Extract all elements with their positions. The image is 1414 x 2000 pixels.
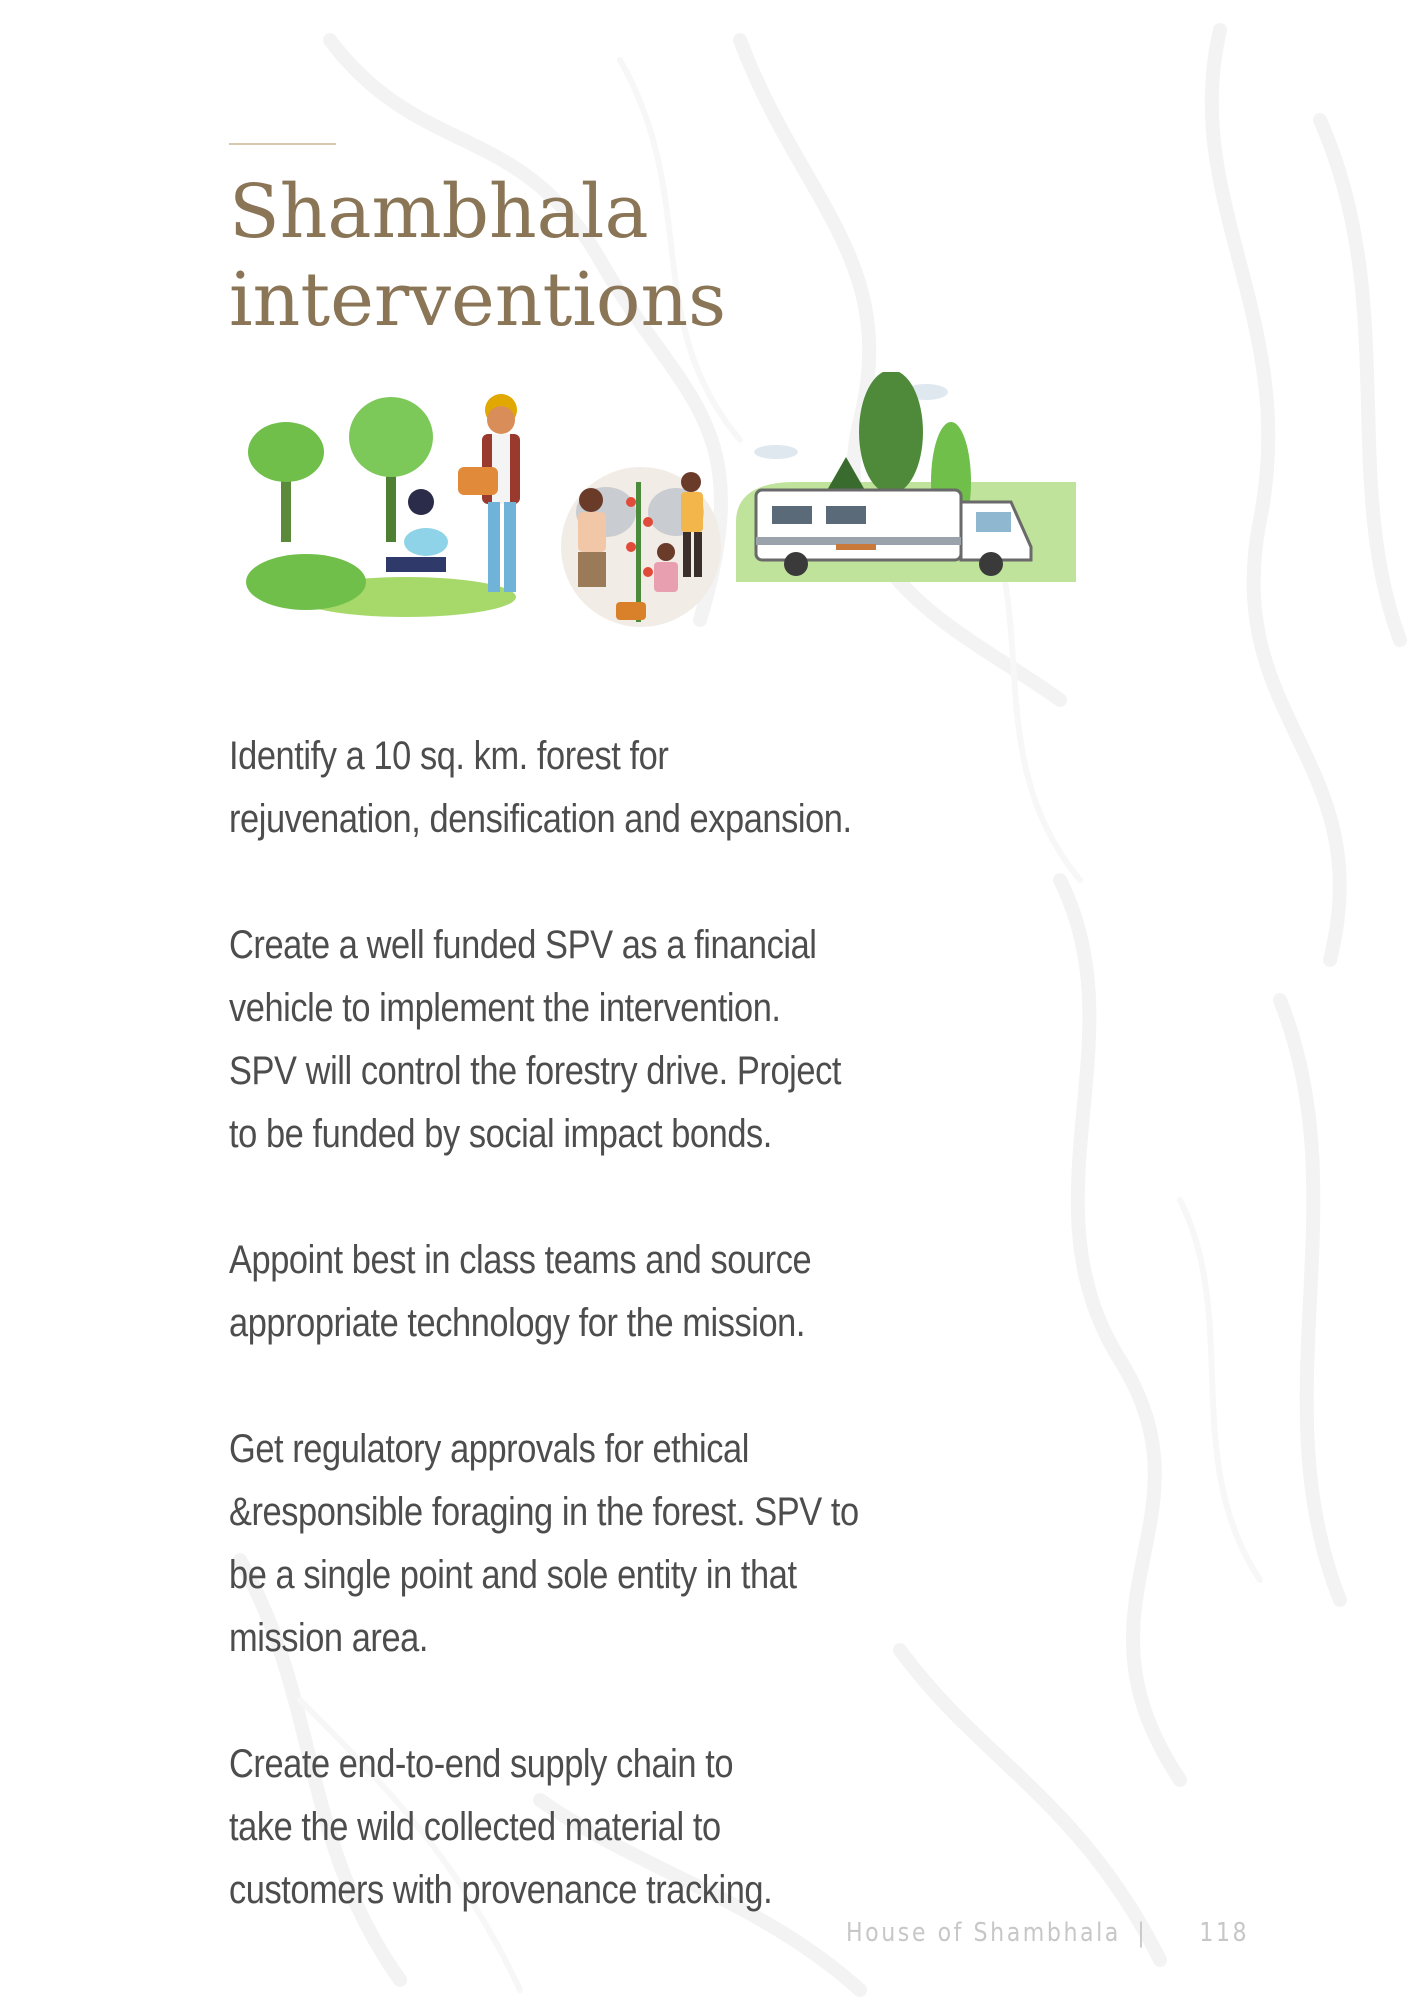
- footer-brand: House of Shambhala: [846, 1918, 1121, 1948]
- paragraph-teams: [229, 1229, 934, 1355]
- text-line: Create end-to-end supply chain to: [229, 1742, 734, 1786]
- page-title-line-2: interventions: [229, 257, 727, 343]
- page-title-line-1: Shambhala: [229, 169, 649, 255]
- footer-separator: |: [1137, 1918, 1148, 1948]
- text-line: &responsible foraging in the forest. SPV to: [229, 1490, 859, 1534]
- paragraph-approvals: [229, 1418, 934, 1670]
- interventions-text: [229, 725, 1049, 1985]
- text-line: rejuvenation, densification and expansion.: [229, 797, 852, 841]
- paragraph-supply-chain: [229, 1733, 934, 1922]
- text-line: be a single point and sole entity in that: [229, 1553, 797, 1597]
- title-rule: [229, 143, 336, 145]
- text-line: Get regulatory approvals for ethical: [229, 1427, 749, 1471]
- paragraph-spv: [229, 914, 934, 1166]
- text-line: customers with provenance tracking.: [229, 1868, 773, 1912]
- text-line: appropriate technology for the mission.: [229, 1301, 806, 1345]
- text-line: Appoint best in class teams and source: [229, 1238, 812, 1282]
- text-line: take the wild collected material to: [229, 1805, 721, 1849]
- page-number: 118: [1199, 1918, 1250, 1948]
- text-line: Create a well funded SPV as a financial: [229, 923, 817, 967]
- text-line: Identify a 10 sq. km. forest for: [229, 734, 669, 778]
- text-line: to be funded by social impact bonds.: [229, 1112, 772, 1156]
- text-line: mission area.: [229, 1616, 428, 1660]
- text-line: vehicle to implement the intervention.: [229, 986, 781, 1030]
- text-line: SPV will control the forestry drive. Project: [229, 1049, 841, 1093]
- page-footer: [846, 1918, 1249, 1948]
- paragraph-forest: [229, 725, 934, 851]
- page-title: [229, 168, 726, 344]
- foraging-and-campervan-illustration-icon: [236, 372, 1096, 652]
